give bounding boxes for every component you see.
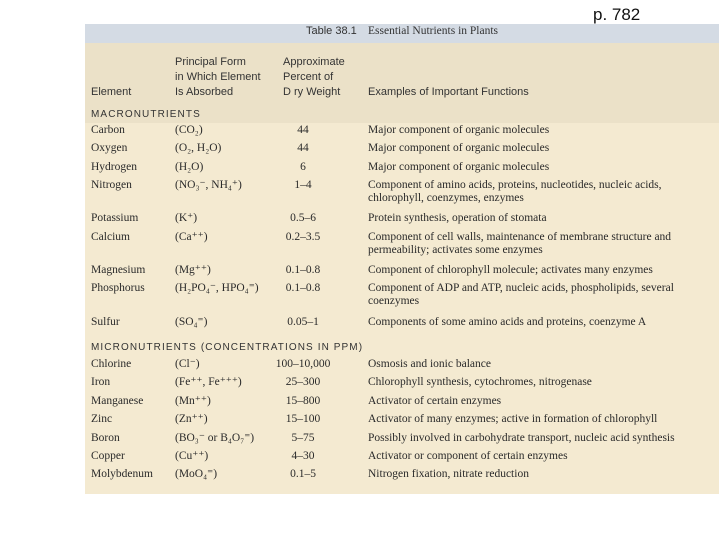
header-form-line: Is Absorbed <box>175 86 234 98</box>
table-row-element: Copper <box>91 450 125 462</box>
table-row-element: Nitrogen <box>91 179 132 191</box>
header-percent-line: Percent of <box>283 71 334 83</box>
table-row-percent: 25–300 <box>285 376 321 388</box>
table-title: Essential Nutrients in Plants <box>368 25 499 37</box>
table-row-percent: 5–75 <box>291 432 315 444</box>
table-row-function: Component of ADP and ATP, nucleic acids, phospholipids, several coenzymes <box>368 282 674 307</box>
table-row-percent: 15–100 <box>285 413 321 425</box>
table-row-form: (MoO₄⁼) <box>175 468 218 480</box>
table-number: Table 38.1 <box>306 25 357 37</box>
table-row-element: Hydrogen <box>91 161 137 173</box>
table-row-function: Major component of organic molecules <box>368 161 550 173</box>
table-row-form: (Cl⁻) <box>175 358 200 370</box>
table-row-form: (NO₃⁻, NH₄⁺) <box>175 179 242 191</box>
table-row-form: (Fe⁺⁺, Fe⁺⁺⁺) <box>175 376 242 388</box>
header-functions: Examples of Important Functions <box>368 86 529 98</box>
micronutrients-label: MICRONUTRIENTS (CONCENTRATIONS IN PPM) <box>91 342 364 353</box>
table-row-form: (H₂PO₄⁻, HPO₄⁼) <box>175 282 259 294</box>
table-row-form: (Zn⁺⁺) <box>175 413 208 425</box>
header-percent-line: D ry Weight <box>283 86 341 98</box>
table-row-form: (Cu⁺⁺) <box>175 450 209 462</box>
header-percent <box>283 55 345 100</box>
table-row-percent: 0.1–0.8 <box>285 264 321 276</box>
table-row-percent: 1–4 <box>294 179 312 191</box>
table-row-percent: 15–800 <box>285 395 321 407</box>
table-row-element: Magnesium <box>91 264 146 276</box>
table-row-percent: 44 <box>297 142 309 154</box>
table-row-function: Activator or component of certain enzymes <box>368 450 568 462</box>
table-row-form: (SO₄⁼) <box>175 316 208 328</box>
table-row-form: (K⁺) <box>175 212 198 224</box>
header-form <box>175 55 261 100</box>
table-row-element: Calcium <box>91 231 130 243</box>
table-row-percent: 0.1–5 <box>290 468 316 480</box>
table-row-function: Component of amino acids, proteins, nucleotides, nucleic acids, chlorophyll, coenzymes, enzymes <box>368 179 662 204</box>
table-row-form: (Mg⁺⁺) <box>175 264 211 276</box>
table-row-function: Possibly involved in carbohydrate transport, nucleic acid synthesis <box>368 432 675 444</box>
table-row-percent: 44 <box>297 124 309 136</box>
table-row-form: (CO₂) <box>175 124 203 136</box>
table-row-percent: 6 <box>300 161 306 173</box>
table-row-element: Zinc <box>91 413 113 425</box>
macronutrients-label: MACRONUTRIENTS <box>91 109 201 120</box>
table-row-function: Protein synthesis, operation of stomata <box>368 212 547 224</box>
header-form-line: in Which Element <box>175 71 261 83</box>
table-row-function: Components of some amino acids and proteins, coenzyme A <box>368 316 647 328</box>
table-row-function: Major component of organic molecules <box>368 124 550 136</box>
table-row-function: Component of chlorophyll molecule; activates many enzymes <box>368 264 653 276</box>
table-row-percent: 0.5–6 <box>290 212 316 224</box>
table-row-form: (Mn⁺⁺) <box>175 395 211 407</box>
header-form-line: Principal Form <box>175 56 246 68</box>
table-row-function: Osmosis and ionic balance <box>368 358 491 370</box>
table-row-element: Manganese <box>91 395 144 407</box>
table-row-element: Boron <box>91 432 120 444</box>
table-row-element: Chlorine <box>91 358 132 370</box>
table-title-bar <box>85 24 719 43</box>
table-row-element: Carbon <box>91 124 125 136</box>
table-row-form: (O₂, H₂O) <box>175 142 222 154</box>
table-row-element: Molybdenum <box>91 468 153 480</box>
table-row-percent: 0.1–0.8 <box>285 282 321 294</box>
table-row-function: Nitrogen fixation, nitrate reduction <box>368 468 529 480</box>
table-row-form: (Ca⁺⁺) <box>175 231 208 243</box>
header-element: Element <box>91 86 132 98</box>
table-row-element: Phosphorus <box>91 282 145 294</box>
table-row-percent: 100–10,000 <box>275 358 331 370</box>
table-row-form: (H₂O) <box>175 161 204 173</box>
table-row-form: (BO₃⁻ or B₄O₇⁼) <box>175 432 255 444</box>
table-row-function: Component of cell walls, maintenance of membrane structure and permeability; activates some enzymes <box>368 231 672 256</box>
table-row-function: Chlorophyll synthesis, cytochromes, nitrogenase <box>368 376 592 388</box>
table-row-percent: 4–30 <box>291 450 315 462</box>
table-row-element: Oxygen <box>91 142 128 154</box>
table-row-element: Iron <box>91 376 111 388</box>
page-number: p. 782 <box>593 5 641 24</box>
header-percent-line: Approximate <box>283 56 345 68</box>
table-row-function: Major component of organic molecules <box>368 142 550 154</box>
table-row-function: Activator of certain enzymes <box>368 395 502 407</box>
table-row-percent: 0.2–3.5 <box>285 231 321 243</box>
table-row-element: Sulfur <box>91 316 120 328</box>
nutrients-table <box>85 24 719 494</box>
table-row-function: Activator of many enzymes; active in formation of chlorophyll <box>368 413 658 425</box>
table-row-percent: 0.05–1 <box>287 316 319 328</box>
table-row-element: Potassium <box>91 212 139 224</box>
